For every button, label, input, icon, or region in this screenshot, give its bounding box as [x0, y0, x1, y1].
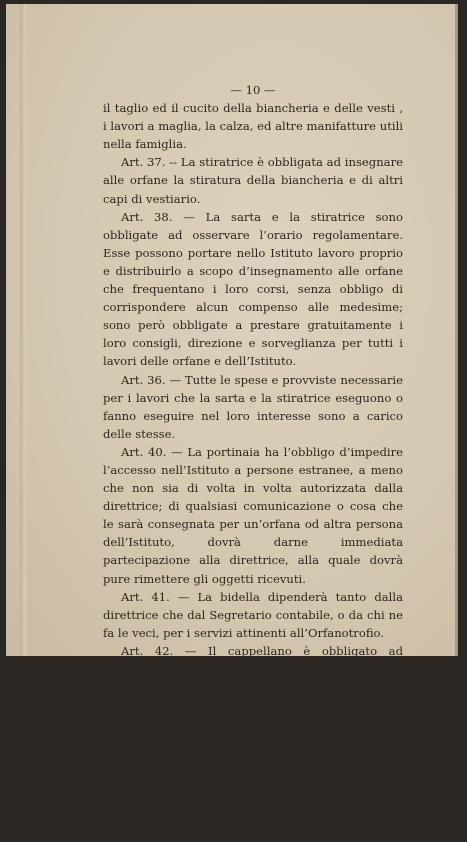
- article-42: Art. 42. — Il cappellano è obbligato ad esercitare il culto nella chiesa dell’Orfanotrofio, ove dovrà celebrare la messa tutte le domeniche e nei giorni di festività religiose.: [103, 643, 403, 713]
- article-37: Art. 37. -- La stiratrice è obbligata ad insegnare alle orfane la stiratura della biancheria e di altri capi di vestiario.: [103, 155, 403, 206]
- article-36: Art. 36. — Tutte le spese e provviste necessarie per i lavori che la sarta e la stiratrice eseguono o fanno eseguire nel loro interesse sono a carico delle stesse.: [103, 372, 403, 441]
- article-38: Art. 38. — La sarta e la stiratrice sono obbligate ad osservare l’orario regolamentare. Esse possono portare nello Istituto lavoro proprio e distribuirlo a scopo d’insegnamento alle orfane che frequentano i loro corsi, senza obbligo di corrispondere alcun compenso alle medesime; sono però obbligate a prestare gratuitamente i loro consigli, direzione e sorveglianza per tutti i lavori delle orfane e dell’Istituto.: [103, 209, 403, 369]
- section-heading: Sanzioni penali per gli impiegati e salariati: [127, 764, 379, 776]
- document-page: [6, 4, 458, 840]
- page-body: [103, 81, 403, 842]
- page-number: — 10 —: [230, 83, 276, 97]
- binding-fold: [20, 4, 28, 656]
- article-41: Art. 41. — La bidella dipenderà tanto dalla direttrice che dal Segretario contabile, o da chi ne fa le veci, per i servizi attinenti all’Orfanotrofio.: [103, 589, 403, 640]
- opening-fragment: il taglio ed il cucito della biancheria e delle vesti , i lavori a maglia, la calza, ed altre manifatture utili nella famiglia.: [103, 101, 403, 152]
- article-44: Art. 44. — Il personale stipendiato e salariato che mancherà al proprio dovere incorrerà nelle seguenti punizioni.: [103, 789, 403, 840]
- page-edge: [455, 4, 458, 656]
- article-43: Art. 43. — Il sagrista cura la pulizia e la custodia della chiesa.: [103, 716, 403, 749]
- article-40: Art. 40. — La portinaia ha l’obbligo d’impedire l’accesso nell’Istituto a persone estranee, a meno che non sia di volta in volta autorizzata dalla direttrice; di qualsiasi comunicazione o cosa che le sarà consegnata per un’orfana od altra persona dell’Istituto, dovrà darne immediata partecipazione alla direttrice, alla quale dovrà pure rimettere gli oggetti ricevuti.: [103, 444, 403, 586]
